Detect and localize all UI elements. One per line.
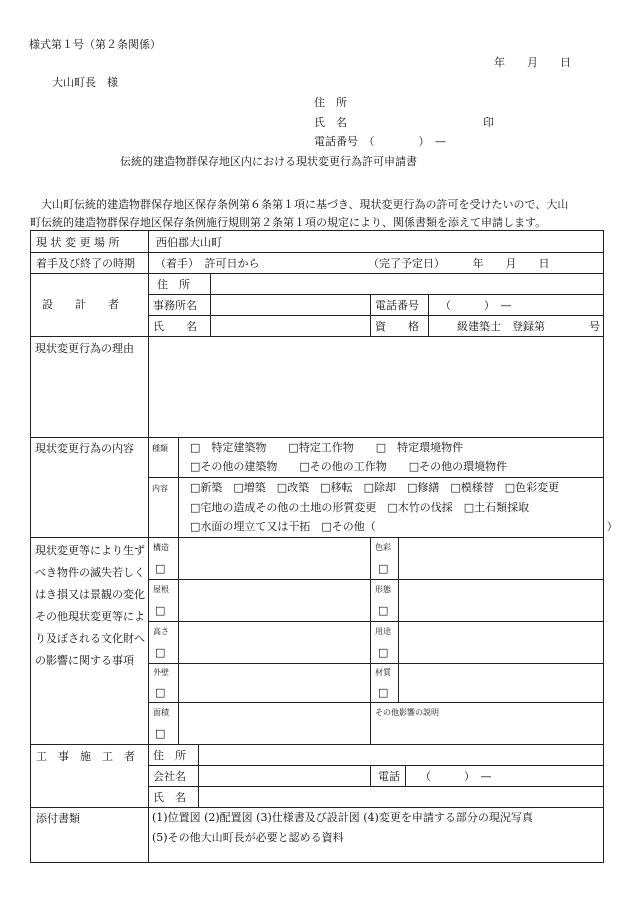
col-line bbox=[370, 537, 371, 744]
row-line bbox=[30, 273, 604, 274]
intro-line-2: 町伝統的建造物群保存地区保存条例施行規則第２条第１項の規定により、関係書類を添えて申請します。 bbox=[30, 216, 547, 229]
impact-color-label: 色彩 bbox=[375, 543, 391, 552]
row-line bbox=[30, 537, 604, 538]
location-value: 西伯郡大山町 bbox=[156, 236, 222, 249]
col-line bbox=[198, 744, 199, 807]
col-line bbox=[210, 273, 211, 336]
col-line bbox=[148, 230, 149, 863]
row-line bbox=[30, 807, 604, 808]
designer-address-label: 住 所 bbox=[157, 278, 190, 291]
row-line bbox=[148, 663, 604, 664]
row-line bbox=[148, 621, 604, 622]
intro-line-1: 大山町伝統的建造物群保存地区保存条例第６条第１項に基づき、現状変更行為の許可を受けたいので、大山 bbox=[41, 198, 569, 211]
designer-phone-label: 電話番号 bbox=[375, 299, 419, 312]
impact-color-checkbox[interactable]: □ bbox=[378, 562, 389, 575]
col-line bbox=[370, 294, 371, 336]
impact-area-checkbox[interactable]: □ bbox=[155, 727, 166, 740]
designer-name-label: 氏 名 bbox=[153, 320, 197, 333]
contractor-company-label: 会社名 bbox=[153, 770, 186, 783]
detail-line-1: □新築 □増築 □改築 □移転 □除却 □修繕 □模様替 □色彩変更 bbox=[190, 481, 560, 494]
document-title: 伝統的建造物群保存地区内における現状変更行為許可申請書 bbox=[120, 155, 417, 168]
designer-qual-value: 級建築士 登録第 号 bbox=[457, 320, 600, 333]
col-line bbox=[178, 537, 179, 744]
row-line bbox=[148, 579, 604, 580]
attachments-line-1: (1)位置図 (2)配置図 (3)仕様書及び設計図 (4)変更を申請する部分の現況写真 bbox=[152, 811, 533, 824]
row-line bbox=[30, 437, 604, 438]
designer-office-label: 事務所名 bbox=[153, 299, 197, 312]
period-start: （着手） 許可日から bbox=[155, 257, 260, 270]
impact-other-label: その他影響の説明 bbox=[375, 708, 439, 717]
applicant-name-label: 氏 名 bbox=[314, 116, 347, 129]
row-line bbox=[148, 786, 604, 787]
row-line bbox=[148, 765, 604, 766]
row-line bbox=[148, 294, 604, 295]
impact-height-checkbox[interactable]: □ bbox=[155, 646, 166, 659]
contractor-label: 工 事 施 工 者 bbox=[36, 750, 135, 763]
addressee: 大山町長 様 bbox=[52, 76, 118, 89]
kind-line-2: □その他の建築物 □その他の工作物 □その他の環境物件 bbox=[190, 460, 508, 473]
impact-height-label: 高さ bbox=[153, 627, 169, 636]
impact-use-label: 用途 bbox=[375, 627, 391, 636]
attachments-line-2: (5)その他大山町長が必要と認める資料 bbox=[152, 831, 344, 844]
row-line bbox=[148, 702, 604, 703]
applicant-phone-label: 電話番号 （ ） — bbox=[314, 135, 446, 148]
applicant-address-label: 住 所 bbox=[314, 96, 347, 109]
impact-structure-label: 構造 bbox=[153, 543, 169, 552]
kind-label: 種類 bbox=[152, 444, 168, 453]
row-line bbox=[30, 336, 604, 337]
period-label: 着手及び終了の時期 bbox=[36, 257, 135, 270]
col-line bbox=[428, 294, 429, 336]
period-end: （完了予定日） 年 月 日 bbox=[368, 257, 550, 270]
contractor-name-label: 氏 名 bbox=[153, 791, 186, 804]
impact-use-checkbox[interactable]: □ bbox=[378, 646, 389, 659]
impact-material-checkbox[interactable]: □ bbox=[378, 686, 389, 699]
impact-area-label: 面積 bbox=[153, 708, 169, 717]
contractor-phone-value: （ ） — bbox=[420, 770, 492, 783]
reason-label: 現状変更行為の理由 bbox=[35, 342, 134, 355]
impact-structure-checkbox[interactable]: □ bbox=[155, 562, 166, 575]
seal-mark: 印 bbox=[483, 116, 494, 129]
impact-label: 現状変更等により生ずべき物件の滅失若しくはき損又は景観の変化その他現状変更等により及ぼされる文化財への影響に関する事項 bbox=[35, 544, 145, 667]
col-line bbox=[178, 437, 179, 537]
attachments-label: 添付書類 bbox=[36, 812, 80, 825]
contractor-phone-label: 電話 bbox=[378, 770, 400, 783]
kind-line-1: □ 特定建築物 □特定工作物 □ 特定環境物件 bbox=[190, 441, 464, 454]
impact-wall-label: 外壁 bbox=[153, 668, 169, 677]
date-line: 年 月 日 bbox=[494, 56, 571, 69]
col-line bbox=[398, 537, 399, 702]
designer-label: 設 計 者 bbox=[42, 298, 119, 311]
contractor-address-label: 住 所 bbox=[153, 749, 186, 762]
detail-line-3: □水面の埋立て又は干拓 □その他（ ） bbox=[190, 520, 618, 533]
detail-label: 内容 bbox=[152, 484, 168, 493]
impact-roof-checkbox[interactable]: □ bbox=[155, 604, 166, 617]
form-number: 様式第１号（第２条関係） bbox=[29, 38, 161, 51]
impact-material-label: 材質 bbox=[375, 668, 391, 677]
col-line bbox=[405, 765, 406, 786]
impact-form-label: 形態 bbox=[375, 585, 391, 594]
row-line bbox=[30, 252, 604, 253]
impact-roof-label: 屋根 bbox=[153, 585, 169, 594]
col-line bbox=[370, 765, 371, 786]
location-label: 現 状 変 更 場 所 bbox=[36, 236, 120, 249]
content-label: 現状変更行為の内容 bbox=[35, 442, 134, 455]
row-line bbox=[148, 315, 604, 316]
detail-line-2: □宅地の造成その他の土地の形質変更 □木竹の伐採 □土石類採取 bbox=[190, 501, 530, 514]
designer-qual-label: 資 格 bbox=[375, 320, 419, 333]
designer-phone-value: （ ） — bbox=[440, 299, 512, 312]
impact-wall-checkbox[interactable]: □ bbox=[155, 686, 166, 699]
row-line bbox=[30, 744, 604, 745]
impact-form-checkbox[interactable]: □ bbox=[378, 604, 389, 617]
row-line bbox=[148, 477, 604, 478]
